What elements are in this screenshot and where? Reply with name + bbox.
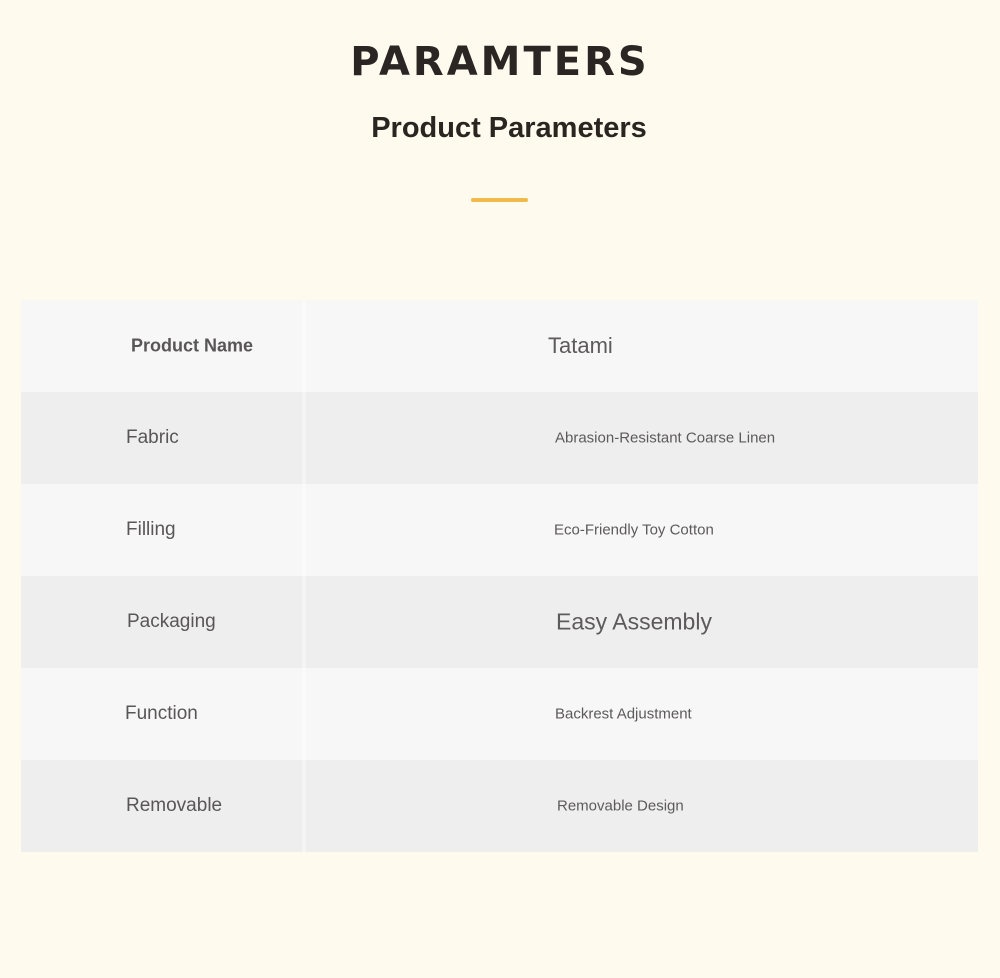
row-value: Abrasion-Resistant Coarse Linen	[555, 429, 776, 447]
title-underline	[471, 198, 528, 202]
column-divider	[302, 300, 306, 392]
page-title: Product Parameters	[371, 112, 647, 144]
row-value: Eco-Friendly Toy Cotton	[554, 521, 714, 539]
row-value: Tatami	[548, 333, 613, 358]
column-divider	[302, 760, 306, 852]
table-row	[21, 576, 978, 668]
table-row	[21, 300, 978, 392]
banner-title: PARAMTERS	[350, 39, 650, 85]
row-label: Filling	[126, 519, 176, 540]
row-label: Removable	[126, 795, 223, 816]
row-value: Backrest Adjustment	[555, 705, 692, 723]
table-row	[21, 668, 978, 760]
row-label: Packaging	[127, 611, 216, 632]
parameters-table	[21, 300, 978, 852]
row-label: Fabric	[126, 427, 179, 448]
column-divider	[302, 392, 306, 484]
column-divider	[302, 484, 306, 576]
table-row	[21, 760, 978, 852]
column-divider	[302, 668, 306, 760]
row-value: Easy Assembly	[556, 608, 712, 635]
row-label: Function	[125, 703, 198, 724]
table-row	[21, 392, 978, 484]
table-row	[21, 484, 978, 576]
column-divider	[302, 576, 306, 668]
row-value: Removable Design	[557, 797, 684, 815]
row-label: Product Name	[131, 335, 254, 356]
